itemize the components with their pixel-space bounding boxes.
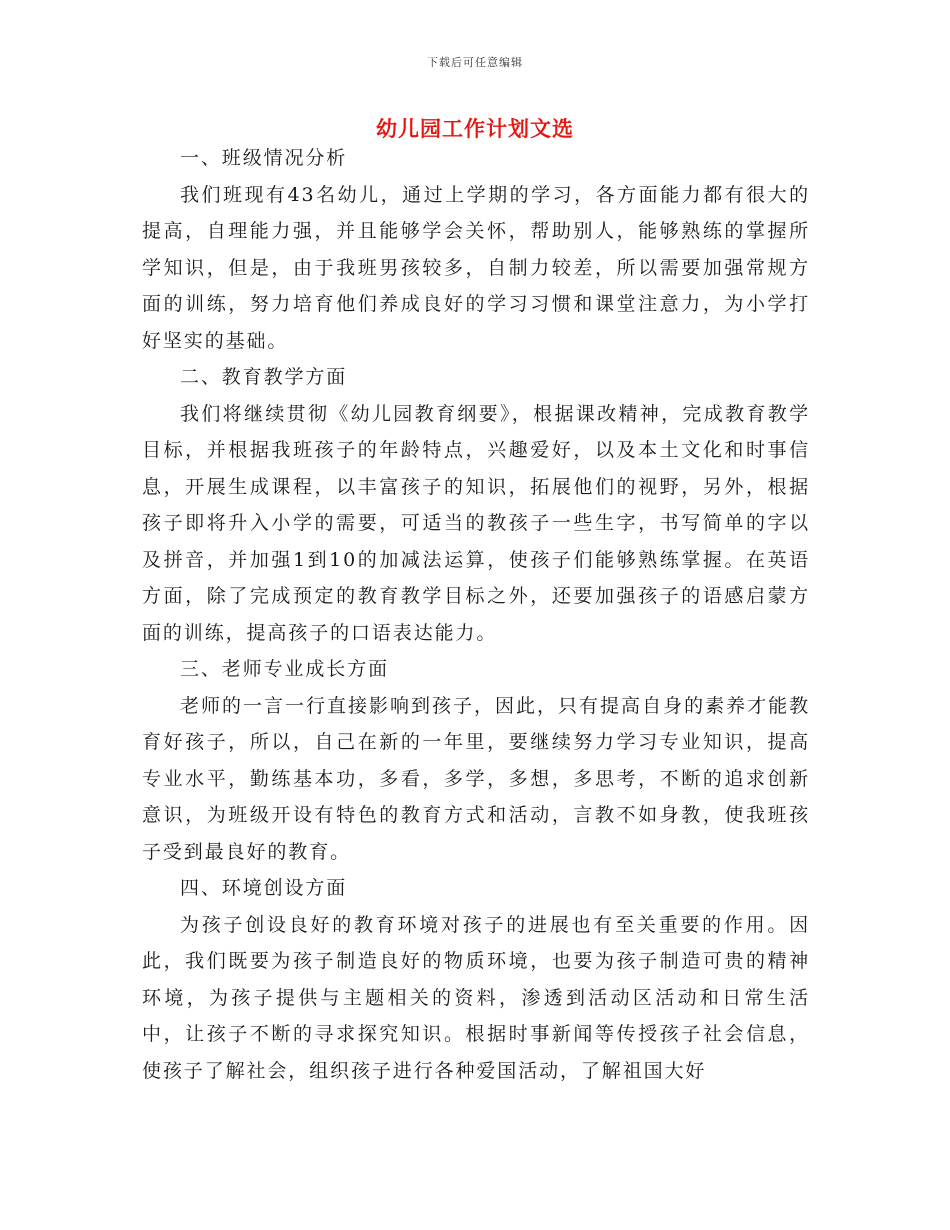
section-heading-class-situation: 一、班级情况分析	[180, 147, 348, 169]
paragraph-environment: 为孩子创设良好的教育环境对孩子的进展也有至关重要的作用。因此，我们既要为孩子制造良好的物质环境，也要为孩子制造可贵的精神环境，为孩子提供与主题相关的资料，渗透到活动区活动和日常生活中，让孩子不断的寻求探究知识。根据时事新闻等传授孩子社会信息，使孩子了解社会，组织孩子进行各种爱国活动，了解祖国大好	[142, 913, 810, 1082]
page-header-note: 下载后可任意编辑	[427, 56, 523, 69]
section-heading-teacher-growth: 三、老师专业成长方面	[180, 658, 390, 680]
document-body	[142, 140, 810, 1089]
paragraph-class-situation: 我们班现有43名幼儿，通过上学期的学习，各方面能力都有很大的提高，自理能力强，并且能够学会关怀，帮助别人，能够熟练的掌握所学知识，但是，由于我班男孩较多，自制力较差，所以需要加强常规方面的训练，努力培育他们养成良好的学习习惯和课堂注意力，为小学打好坚实的基础。	[142, 183, 810, 352]
paragraph-teacher-growth: 老师的一言一行直接影响到孩子，因此，只有提高自身的素养才能教育好孩子，所以，自己在新的一年里，要继续努力学习专业知识，提高专业水平，勤练基本功，多看，多学，多想，多思考，不断的追求创新意识，为班级开设有特色的教育方式和活动，言教不如身教，使我班孩子受到最良好的教育。	[142, 694, 810, 863]
document-title: 幼儿园工作计划文选	[376, 116, 574, 141]
paragraph-teaching: 我们将继续贯彻《幼儿园教育纲要》，根据课改精神，完成教育教学目标，并根据我班孩子的年龄特点，兴趣爱好，以及本土文化和时事信息，开展生成课程，以丰富孩子的知识，拓展他们的视野，另外，根据孩子即将升入小学的需要，可适当的教孩子一些生字，书写简单的字以及拼音，并加强1到10的加减法运算，使孩子们能够熟练掌握。在英语方面，除了完成预定的教育教学目标之外，还要加强孩子的语感启蒙方面的训练，提高孩子的口语表达能力。	[142, 402, 810, 644]
section-heading-teaching: 二、教育教学方面	[180, 366, 348, 388]
section-heading-environment: 四、环境创设方面	[180, 877, 348, 899]
